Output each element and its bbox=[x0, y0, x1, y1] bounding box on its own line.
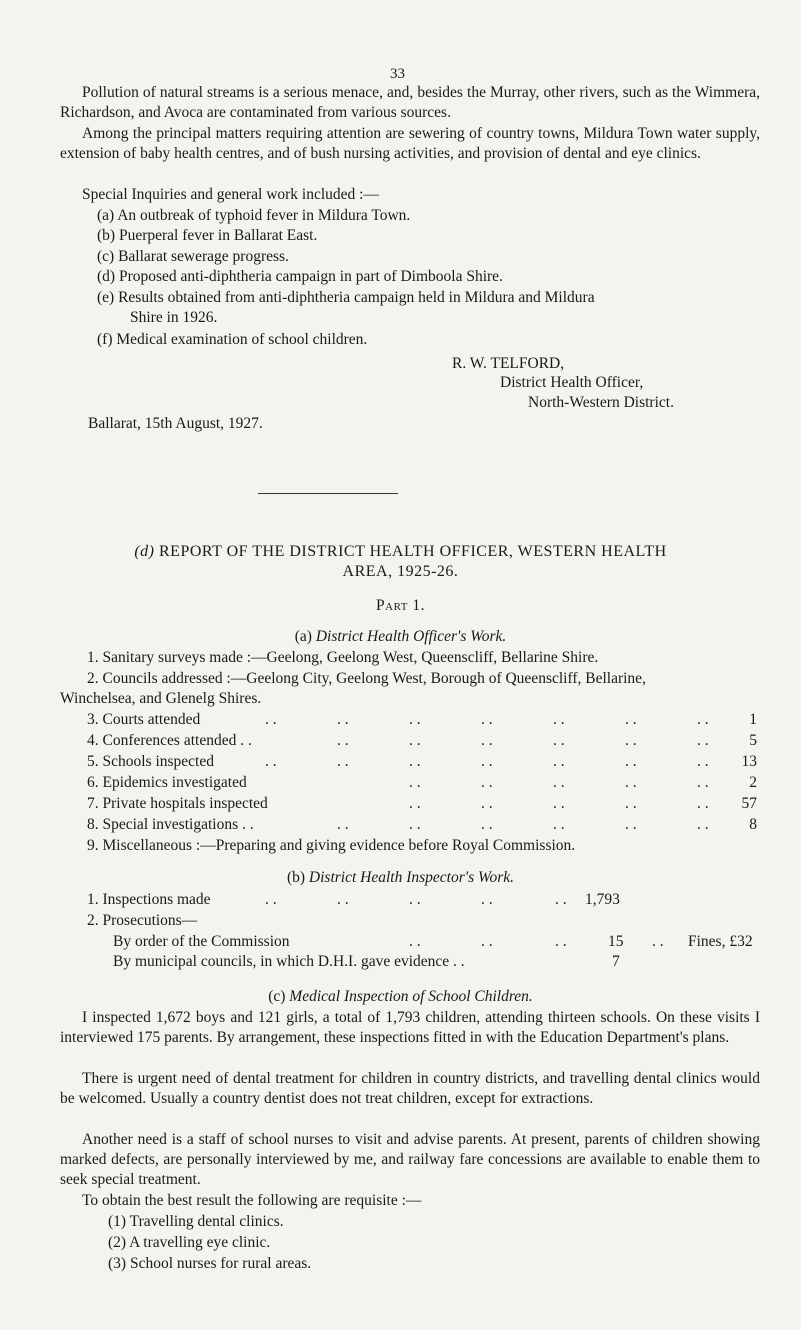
section-c-marker: (c) bbox=[268, 988, 286, 1005]
sanitary-surveys-item: 1. Sanitary surveys made :—Geelong, Geelong West, Queenscliff, Bellarine Shire. bbox=[87, 649, 599, 666]
stats-label: 7. Private hospitals inspected bbox=[87, 795, 268, 812]
stats-row: 5. Schools inspected . . . . . . . . . . . . . . 13 bbox=[87, 753, 757, 770]
section-c-title-text: Medical Inspection of School Children. bbox=[289, 988, 533, 1005]
by-commission-value: 15 bbox=[608, 933, 624, 950]
inquiry-marker: (e) bbox=[97, 289, 115, 306]
stats-value: 8 bbox=[749, 816, 757, 833]
school-nurses-paragraph: Another need is a staff of school nurses to visit and advise parents. At present, parents of children showing marked defects, are personally interviewed by me, and railway fare concessions are available to enable them to seek special treatment. bbox=[60, 1131, 760, 1188]
inquiry-item-a bbox=[97, 206, 757, 226]
stats-row: 4. Conferences attended . . . . . . . . . . . . . . 5 bbox=[87, 732, 757, 749]
section-b-title-text: District Health Inspector's Work. bbox=[308, 869, 515, 886]
intro-paragraph-principal-matters: Among the principal matters requiring attention are sewering of country towns, Mildura Town water supply, extension of baby health centres, and of bush nursing activities, and provision of dental and eye clinics. bbox=[60, 125, 760, 162]
stats-label: 6. Epidemics investigated bbox=[87, 774, 247, 791]
stats-label: 5. Schools inspected bbox=[87, 753, 214, 770]
signature-title-2: North-Western District. bbox=[528, 394, 674, 411]
requisite-item: (1) Travelling dental clinics. bbox=[108, 1213, 284, 1230]
section-a-title-text: District Health Officer's Work. bbox=[315, 628, 507, 645]
councils-addressed-item: 2. Councils addressed :—Geelong City, Geelong West, Borough of Queenscliff, Bellarine, bbox=[87, 670, 646, 687]
section-a-title bbox=[0, 627, 801, 647]
inquiry-marker: (c) bbox=[97, 248, 115, 265]
inquiry-item-d bbox=[97, 267, 757, 287]
requisite-item: (3) School nurses for rural areas. bbox=[108, 1255, 312, 1272]
stats-label: 3. Courts attended bbox=[87, 711, 201, 728]
stats-value: 5 bbox=[749, 732, 757, 749]
inquiry-text: Proposed anti-diphtheria campaign in part of Dimboola Shire. bbox=[118, 268, 503, 285]
inquiry-marker: (b) bbox=[97, 227, 116, 244]
inspections-label: 1. Inspections made bbox=[87, 891, 211, 908]
stats-label: 8. Special investigations . . bbox=[87, 816, 254, 833]
stats-value: 13 bbox=[741, 753, 757, 770]
prosecutions-label: 2. Prosecutions— bbox=[87, 912, 198, 929]
document-page: 33 Pollution of natural streams is a serious menace, and, besides the Murray, other rivers, such as the Wimmera, Richardson, and Avoca are contaminated from various sources. Among the principal matters requiring attention are sewering of country towns, Mildura Town water supply, extension of baby health centres, and of bush nursing activities, and provision of dental and eye clinics. Special Inquiries and general work included :— (a) An outbreak of typhoid fever in Mildura Town. (b) Puerperal fever in Ballarat East. (c) Ballarat sewerage progress. (d) Proposed anti-diphtheria campaign in part of Dimboola Shire. (e) Results obtained from anti-diphtheria campaign held in Mildura and Mildura Shire in 1926. (f) Medical examination of school children. R. W. TELFORD, District Health Officer, North-Western District. Ballarat, 15th August, 1927. (d) REPORT OF THE DISTRICT HEALTH OFFICER, WESTERN HEALTH AREA, 1925-26. Part 1. (a) District Health Officer's Work. 1. Sanitary surveys made :—Geelong, Geelong West, Queenscliff, Bellarine Shire. 2. Councils addressed :—Geelong City, Geelong West, Borough of Queenscliff, Bellarine, Winchelsea, and Glenelg Shires. 3. Courts attended . . . . . . . . . . . . . . 1 4. Conferences attended . . . . . . . . . . . . . . 5 5. Schools inspected . . . . . . . . . . . . . . 13 6. Epidemics investigated . . . . . . . . . . 2 7. Private hospitals inspected . . . . . . . . . . 57 8. Special investigations . . . . . . . . . . . . . . 8 9. Miscellaneous :—Preparing and giving evidence before Royal Commission. (b) District Health Inspector's Work. 1. Inspections made . . . . . . . . . . 1,793 2. Prosecutions— By order of the Commission . . . . . . 15 . . Fines, £32 By municipal councils, in which D.H.I. gave evidence . . 7 (c) Medical Inspection of School Children. I inspected 1,672 boys and 121 girls, a total of 1,793 children, attending thirteen schools. On these visits I interviewed 175 parents. By arrangement, these inspections fitted in with the Education Department's plans. There is urgent need of dental treatment for children in country districts, and travelling dental clinics would be welcomed. Usually a country dentist does not treat children, except for extractions. Another need is a staff of school nurses to visit and advise parents. At present, parents of children showing marked defects, are personally interviewed by me, and railway fare concessions are available to enable them to seek special treatment. To obtain the best result the following are requisite :— (1) Travelling dental clinics. (2) A travelling eye clinic. (3) School nurses for rural areas. bbox=[0, 0, 801, 1330]
inquiry-marker: (f) bbox=[97, 331, 113, 348]
report-heading-line-1 bbox=[40, 542, 761, 562]
section-b-marker: (b) bbox=[286, 869, 306, 886]
requisite-item: (2) A travelling eye clinic. bbox=[108, 1234, 271, 1251]
stats-row: 6. Epidemics investigated . . . . . . . . . . 2 bbox=[87, 774, 757, 791]
stats-row: 8. Special investigations . . . . . . . . . . . . . . 8 bbox=[87, 816, 757, 833]
councils-addressed-continued: Winchelsea, and Glenelg Shires. bbox=[60, 690, 262, 707]
inquiry-item-e bbox=[97, 288, 757, 308]
page-number: 33 bbox=[390, 66, 405, 82]
signature-title-1: District Health Officer, bbox=[500, 374, 644, 391]
school-inspection-paragraph: I inspected 1,672 boys and 121 girls, a total of 1,793 children, attending thirteen schools. On these visits I interviewed 175 parents. By arrangement, these inspections fitted in with the Education Department's plans. bbox=[60, 1009, 760, 1046]
intro-paragraph-pollution: Pollution of natural streams is a serious menace, and, besides the Murray, other rivers, such as the Wimmera, Richardson, and Avoca are contaminated from various sources. bbox=[60, 84, 760, 121]
inquiry-marker: (a) bbox=[97, 207, 115, 224]
inquiry-marker: (d) bbox=[97, 268, 116, 285]
report-heading-line-2: AREA, 1925-26. bbox=[342, 563, 459, 580]
by-councils-label: By municipal councils, in which D.H.I. gave evidence . . bbox=[113, 953, 465, 970]
inquiry-item-f bbox=[97, 330, 757, 350]
section-b-title bbox=[0, 868, 801, 888]
inquiry-item-c bbox=[97, 247, 757, 267]
stats-value: 57 bbox=[741, 795, 757, 812]
stats-value: 2 bbox=[749, 774, 757, 791]
dental-treatment-paragraph: There is urgent need of dental treatment for children in country districts, and travelling dental clinics would be welcomed. Usually a country dentist does not treat children, except for extractions. bbox=[60, 1070, 760, 1107]
intro-paragraph-special-inquiries: Special Inquiries and general work included :— bbox=[82, 186, 379, 203]
section-divider bbox=[258, 493, 398, 494]
inquiry-text: An outbreak of typhoid fever in Mildura Town. bbox=[117, 207, 411, 224]
report-heading-text: REPORT OF THE DISTRICT HEALTH OFFICER, WESTERN HEALTH bbox=[159, 543, 667, 560]
stats-row: 7. Private hospitals inspected . . . . . . . . . . 57 bbox=[87, 795, 757, 812]
fines-value: Fines, £32 bbox=[688, 933, 753, 950]
requisites-intro: To obtain the best result the following are requisite :— bbox=[82, 1192, 422, 1209]
section-a-marker: (a) bbox=[294, 628, 312, 645]
inquiry-text: Results obtained from anti-diphtheria campaign held in Mildura and Mildura bbox=[118, 289, 595, 306]
stats-label: 4. Conferences attended . . bbox=[87, 732, 252, 749]
inspections-value: 1,793 bbox=[585, 891, 620, 908]
signature-place-date: Ballarat, 15th August, 1927. bbox=[88, 415, 263, 432]
inquiry-text: Medical examination of school children. bbox=[116, 331, 368, 348]
inquiry-item-e-continued: Shire in 1926. bbox=[130, 309, 218, 326]
report-marker: (d) bbox=[134, 543, 155, 560]
stats-value: 1 bbox=[749, 711, 757, 728]
by-commission-label: By order of the Commission bbox=[113, 933, 290, 950]
section-c-title bbox=[0, 987, 801, 1007]
stats-row: 3. Courts attended . . . . . . . . . . . . . . 1 bbox=[87, 711, 757, 728]
part-heading: Part 1. bbox=[376, 597, 425, 614]
miscellaneous-item: 9. Miscellaneous :—Preparing and giving evidence before Royal Commission. bbox=[87, 837, 576, 854]
signature-name: R. W. TELFORD, bbox=[452, 355, 565, 372]
by-councils-value: 7 bbox=[612, 953, 620, 970]
inquiry-item-b bbox=[97, 226, 757, 246]
inquiry-text: Ballarat sewerage progress. bbox=[118, 248, 289, 265]
inquiry-text: Puerperal fever in Ballarat East. bbox=[118, 227, 318, 244]
